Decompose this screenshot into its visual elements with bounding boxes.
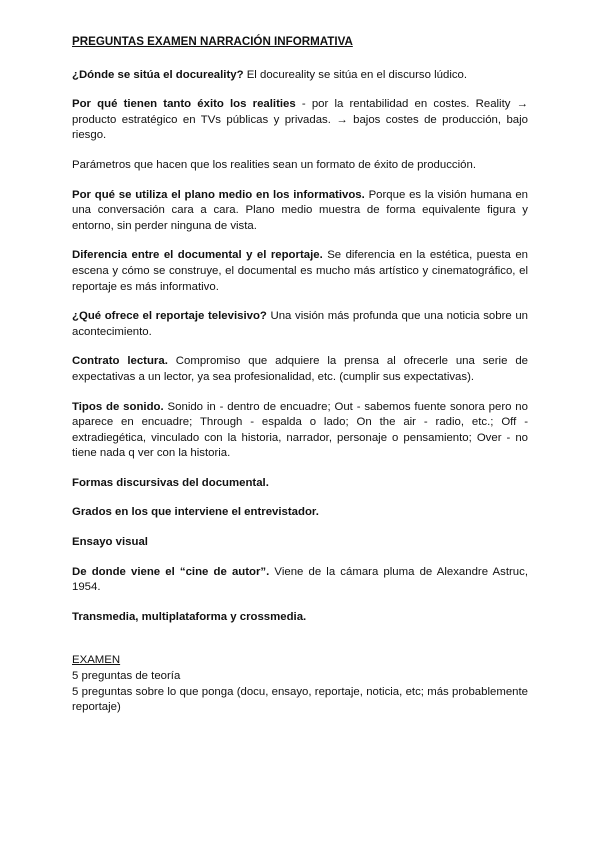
answer: Se diferencia en la estética, puesta en escena y cómo se construye, el documental es mucho más artístico y cinematográfico, el reportaje es más informativo. (72, 249, 528, 293)
qa-parametros (72, 158, 528, 174)
question: Diferencia entre el documental y el reportaje. (72, 249, 323, 262)
question-ensayo-visual: Ensayo visual (72, 536, 148, 549)
question: Por qué tienen tanto éxito los realities (72, 98, 296, 111)
qa-reportaje-televisivo (72, 309, 528, 340)
question-grados-entrevistador: Grados en los que interviene el entrevistador. (72, 506, 319, 519)
exam-line-preguntas: 5 preguntas sobre lo que ponga (docu, ensayo, reportaje, noticia, etc; más probablemente reportaje) (72, 685, 528, 714)
exam-line-teoria: 5 preguntas de teoría (72, 670, 181, 683)
answer: Una visión más profunda que una noticia sobre un acontecimiento. (72, 310, 528, 338)
answer: Porque es la visión humana en una conversación cara a cara. Plano medio muestra de forma equivalente figura y entorno, sin perder ninguna de vista. (72, 188, 528, 232)
qa-plano-medio (72, 188, 528, 235)
qa-documental-reportaje (72, 248, 528, 295)
question-transmedia: Transmedia, multiplataforma y crossmedia. (72, 610, 307, 623)
question-formas-discursivas: Formas discursivas del documental. (72, 476, 269, 489)
answer: Parámetros que hacen que los realities sean un formato de éxito de producción. (72, 158, 476, 171)
answer: Compromiso que adquiere la prensa al ofrecerle una serie de expectativas a un lector, ya sea profesionalidad, etc. (cumplir sus expectativas). (72, 355, 528, 383)
question: Contrato lectura. (72, 355, 168, 368)
question: De donde viene el “cine de autor”. (72, 565, 270, 578)
question: Por qué se utiliza el plano medio en los informativos. (72, 188, 365, 201)
qa-tipos-sonido (72, 400, 528, 462)
document-page (72, 34, 528, 716)
qa-realities-exito (72, 97, 528, 144)
answer: Sonido in - dentro de encuadre; Out - sabemos fuente sonora pero no aparece en encuadre; Through - espalda o lado; On the air - radio, etc.; Off - extradiegética, vinculado con la historia, narrador, personaje o pensamiento; Over - no tiene nada q ver con la historia. (72, 400, 528, 460)
question: ¿Dónde se sitúa el docureality? (72, 68, 244, 81)
answer: El docureality se sitúa en el discurso lúdico. (243, 68, 468, 81)
document-title: PREGUNTAS EXAMEN NARRACIÓN INFORMATIVA (72, 35, 353, 48)
qa-docureality (72, 68, 528, 84)
qa-contrato-lectura (72, 354, 528, 385)
exam-title: EXAMEN (72, 654, 121, 667)
qa-cine-de-autor (72, 565, 528, 596)
question: Tipos de sonido. (72, 400, 164, 413)
answer: Viene de la cámara pluma de Alexandre Astruc, 1954. (72, 565, 528, 594)
answer: - por la rentabilidad en costes. Reality → producto estratégico en TVs públicas y privadas. → bajos costes de producción, bajo riesgo. (72, 98, 529, 142)
exam-section (72, 653, 528, 715)
question: ¿Qué ofrece el reportaje televisivo? (72, 310, 267, 323)
